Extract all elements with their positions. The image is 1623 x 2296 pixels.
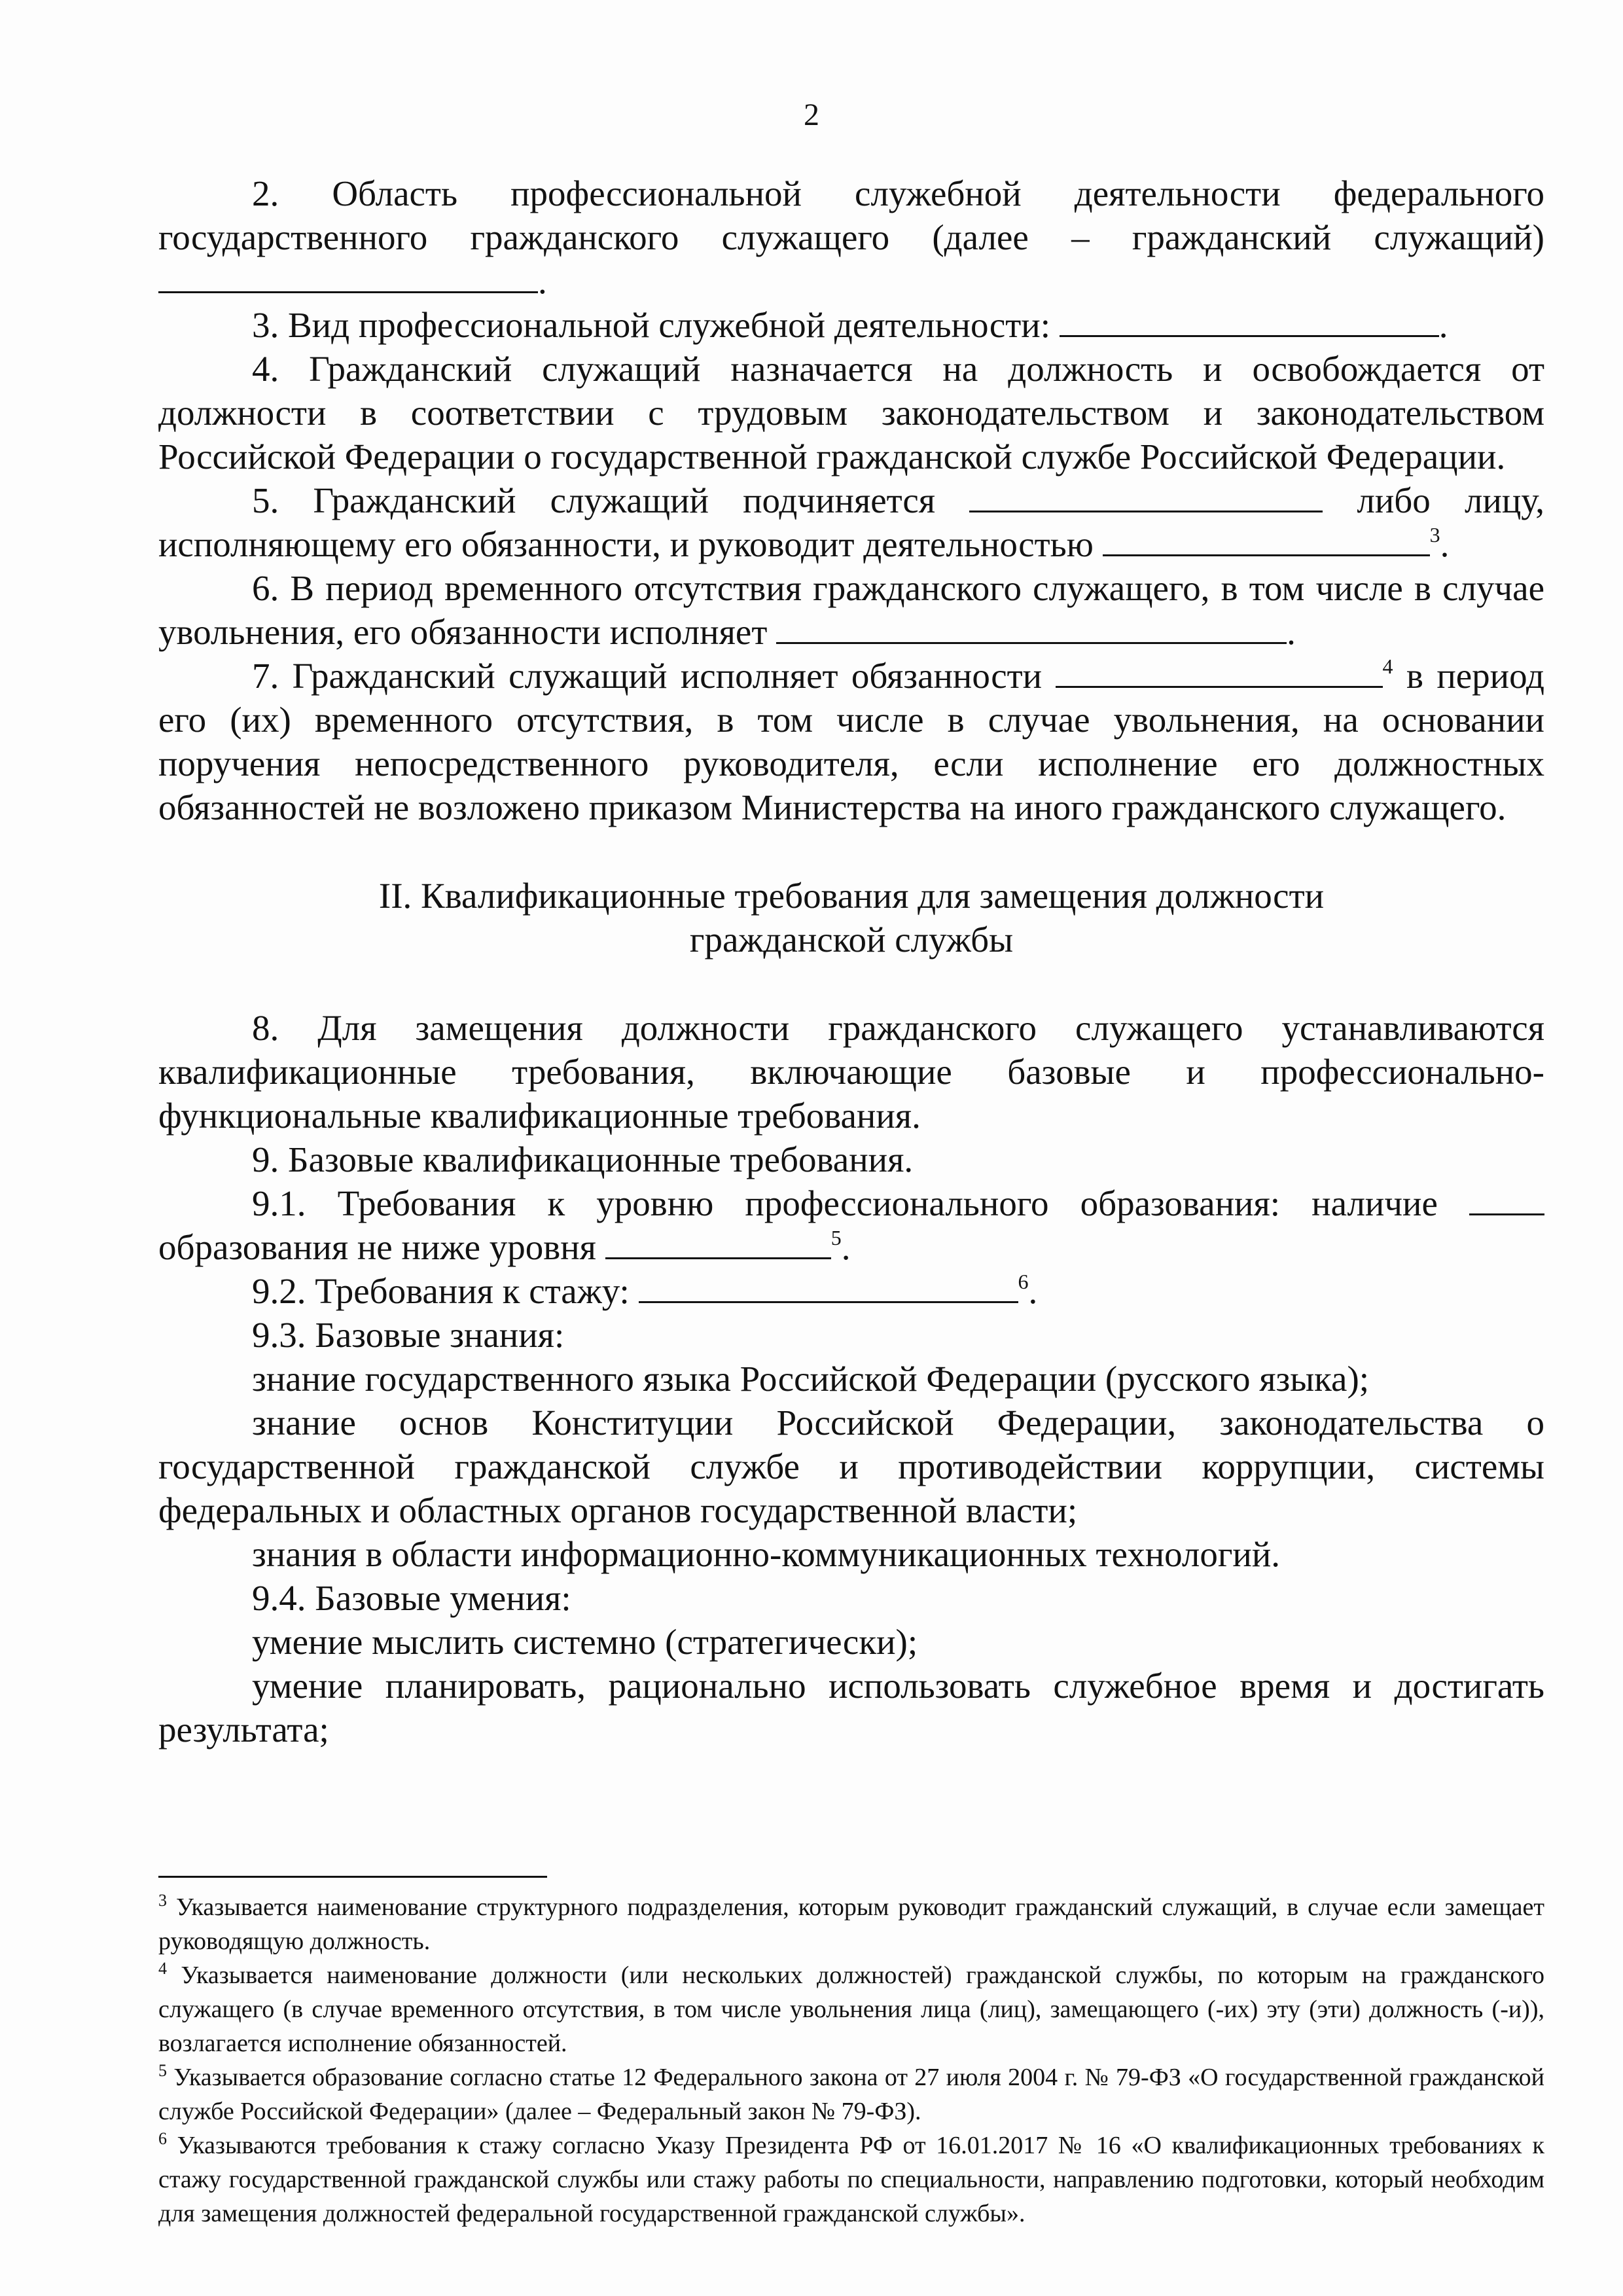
footnotes (158, 1890, 1544, 2231)
blank-line (639, 1271, 1018, 1303)
footnote-separator (158, 1876, 547, 1878)
paragraph-5: 5. Гражданский служащий подчиняется либо лицу, исполняющему его обязанности, и руководит деятельностью $^3$. (158, 480, 1545, 564)
paragraph-9-4: 9.4. Базовые умения: (252, 1578, 571, 1618)
footnote-mark: 4 (158, 1959, 167, 1978)
footnote-3: $^3$ Указывается наименование структурного подразделения, которым руководит гражданский служащий, в случае если замещает руководящую должность. (158, 1891, 1545, 1955)
blank-line (776, 612, 1287, 644)
paragraph-9-3: 9.3. Базовые знания: (252, 1315, 565, 1355)
paragraph-8: 8. Для замещения должности гражданского служащего устанавливаются квалификационные требования, включающие базовые и профессионально-функциональные квалификационные требования. (158, 1008, 1544, 1136)
paragraph-6: 6. В период временного отсутствия гражданского служащего, в том числе в случае увольнения, его обязанности исполняет . (158, 568, 1544, 652)
blank-line (1056, 656, 1383, 688)
blank-line (969, 480, 1323, 512)
paragraph-4: 4. Гражданский служащий назначается на должность и освобождается от должности в соответствии с трудовым законодательством и законодательством Российской Федерации о государственной гражданской службе Российской Федерации. (158, 349, 1544, 476)
page-number: 2 (804, 98, 819, 132)
paragraph-2: 2. Область профессиональной служебной деятельности федерального государственного гражданского служащего (далее – гражданский служащий) . (158, 173, 1544, 301)
blank-line (158, 261, 538, 293)
blank-line (605, 1227, 831, 1259)
paragraph-7: 7. Гражданский служащий исполняет обязанности $^4$ в период его (их) временного отсутствия, в том числе в случае увольнения, на основании поручения непосредственного руководителя, если исполнение его должностных обязанностей не возложено приказом Министерства на иного гражданского служащего. (158, 655, 1544, 827)
footnote-mark: 5 (158, 2061, 167, 2080)
footnote-ref-3: 3 (1429, 523, 1440, 547)
footnote-ref-5: 5 (830, 1226, 842, 1249)
blank-line (1469, 1183, 1544, 1215)
paragraph-9-2: 9.2. Требования к стажу: $^6$. (252, 1270, 1038, 1311)
footnote-4: $^4$ Указывается наименование должности (или нескольких должностей) гражданской службы, по которым на гражданского служащего (в случае временного отсутствия, в том числе увольнения лица (лиц), замещающего (-их) эту (эти) должность (-и)), возлагается исполнение обязанностей. (158, 1959, 1545, 2057)
footnote-mark: 3 (158, 1891, 167, 1910)
footnote-mark: 6 (158, 2129, 167, 2148)
knowledge-item: знание основ Конституции Российской Федерации, законодательства о государственной гражданской службе и противодействии коррупции, системы федеральных и областных органов государственной власти; (158, 1403, 1544, 1530)
skill-item: умение мыслить системно (стратегически); (252, 1622, 918, 1662)
section-heading (158, 874, 1544, 961)
paragraph-9: 9. Базовые квалификационные требования. (252, 1139, 914, 1179)
knowledge-item: знания в области информационно-коммуникационных технологий. (252, 1534, 1281, 1574)
blank-line (1060, 305, 1439, 337)
footnote-ref-4: 4 (1382, 655, 1393, 678)
knowledge-item: знание государственного языка Российской Федерации (русского языка); (252, 1359, 1370, 1399)
blank-line (1103, 524, 1430, 556)
footnote-5: $^5$ Указывается образование согласно статье 12 Федерального закона от 27 июля 2004 г. № 79-ФЗ «О государственной гражданской службе Российской Федерации» (далее – Федеральный закон № 79-ФЗ). (158, 2061, 1545, 2125)
heading-line-2: гражданской службы (689, 920, 1014, 960)
paragraph-3: 3. Вид профессиональной служебной деятельности: . (252, 305, 1448, 345)
heading-line-1: II. Квалификационные требования для замещения должности (378, 876, 1325, 916)
footnote-ref-6: 6 (1018, 1270, 1029, 1293)
skill-item: умение планировать, рационально использовать служебное время и достигать результата; (158, 1666, 1544, 1749)
document-body (158, 171, 1544, 1751)
paragraph-9-1: 9.1. Требования к уровню профессионального образования: наличие образования не ниже уровня $^5$. (158, 1181, 1544, 1269)
footnote-6: $^6$ Указываются требования к стажу согласно Указу Президента РФ от 16.01.2017 № 16 «О квалификационных требованиях к стажу государственной гражданской службы или стажу работы по специальности, направлению подготовки, который необходим для замещения должностей федеральной государственной гражданской службы». (158, 2129, 1544, 2227)
